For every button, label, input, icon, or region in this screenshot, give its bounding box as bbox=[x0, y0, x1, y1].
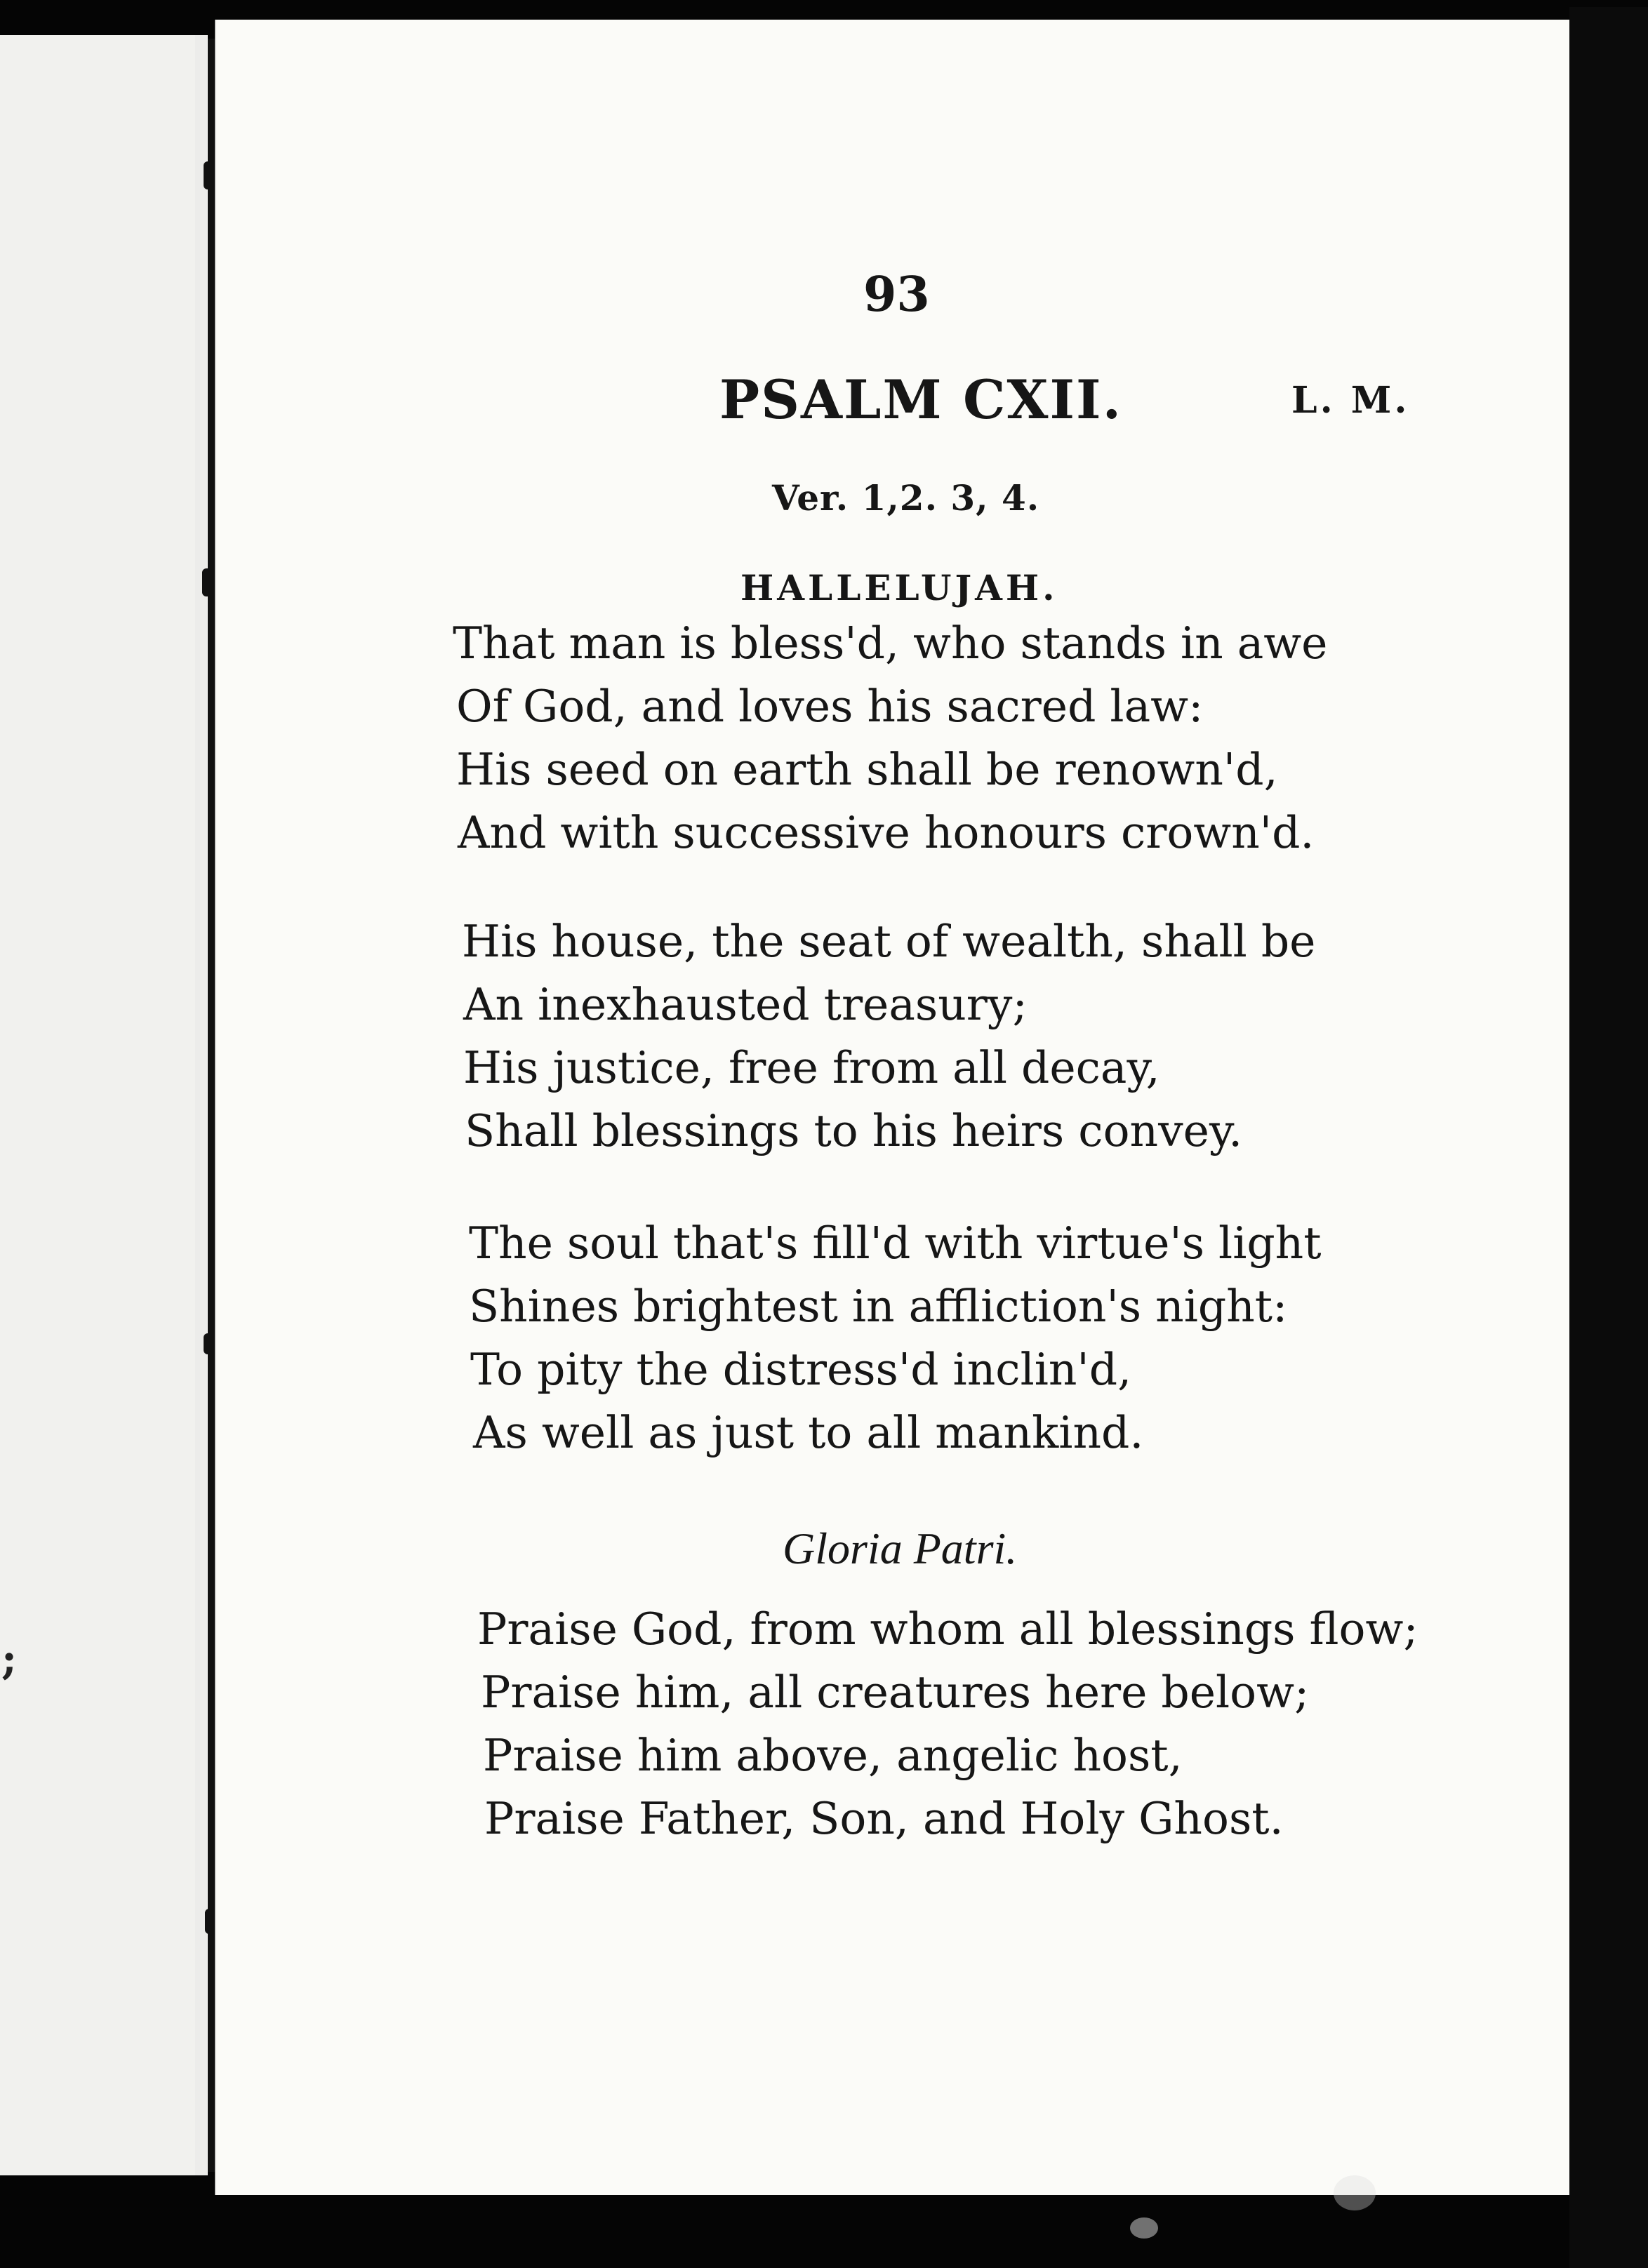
stanza-3-line-1: The soul that's fill'd with virtue's light bbox=[469, 1218, 1322, 1269]
stanza-1-line-1: That man is bless'd, who stands in awe bbox=[453, 618, 1328, 669]
stanza-1-line-3: His seed on earth shall be renown'd, bbox=[456, 744, 1278, 795]
page-edge-shadow bbox=[1569, 7, 1648, 2268]
meter-label: L. M. bbox=[1291, 379, 1410, 422]
stanza-1-line-2: Of God, and loves his sacred law: bbox=[456, 681, 1204, 732]
verse-reference: Ver. 1,2. 3, 4. bbox=[772, 477, 1040, 519]
stanza-1-line-4: And with successive honours crown'd. bbox=[458, 807, 1315, 858]
psalm-title: PSALM CXII. bbox=[719, 368, 1123, 431]
page-gutter bbox=[195, 35, 208, 2175]
tune-name: HALLELUJAH. bbox=[740, 567, 1058, 608]
stanza-3-line-4: As well as just to all mankind. bbox=[473, 1407, 1144, 1458]
stanza-2-line-1: His house, the seat of wealth, shall be bbox=[462, 916, 1316, 967]
doxology-line-2: Praise him, all creatures here below; bbox=[481, 1667, 1310, 1718]
left-facing-page bbox=[0, 35, 201, 2175]
page-number: 93 bbox=[863, 267, 930, 323]
doxology-line-3: Praise him above, angelic host, bbox=[483, 1730, 1183, 1781]
stanza-3-line-3: To pity the distress'd inclin'd, bbox=[470, 1344, 1132, 1395]
doxology-line-1: Praise God, from whom all blessings flow; bbox=[477, 1603, 1418, 1655]
stanza-2-line-2: An inexhausted treasury; bbox=[463, 979, 1028, 1030]
binding-thread bbox=[208, 39, 215, 2172]
scan-fleck bbox=[1334, 2175, 1376, 2210]
stanza-2-line-4: Shall blessings to his heirs convey. bbox=[465, 1105, 1243, 1156]
scan-fleck bbox=[1130, 2217, 1158, 2239]
left-page-edge-mark: ; bbox=[1, 1635, 18, 1684]
doxology-line-4: Praise Father, Son, and Holy Ghost. bbox=[484, 1793, 1284, 1844]
gloria-patri-heading: Gloria Patri. bbox=[783, 1523, 1018, 1573]
stanza-2-line-3: His justice, free from all decay, bbox=[463, 1042, 1160, 1093]
stanza-3-line-2: Shines brightest in affliction's night: bbox=[469, 1281, 1288, 1332]
